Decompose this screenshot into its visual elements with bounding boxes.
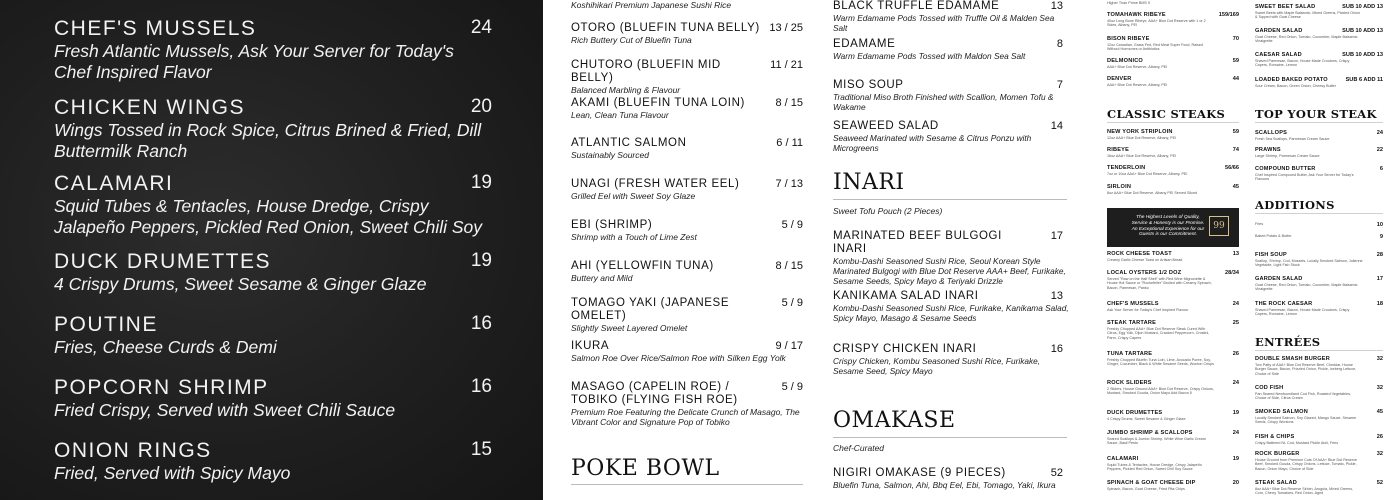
menu-item-price: 7 / 13 (775, 178, 803, 190)
menu-item-description: Fried Crispy, Served with Sweet Chili Sauce (54, 400, 396, 420)
menu-item (1107, 129, 1239, 140)
menu-item-description: Large Shrimp, Parmesan Cream Sauce (1255, 153, 1320, 158)
menu-item (54, 376, 494, 421)
menu-item (571, 219, 809, 242)
menu-item-description: Fried, Served with Spicy Mayo (54, 463, 291, 483)
menu-item-name: AHI (YELLOWFIN TUNA) (571, 260, 714, 272)
menu-item-name: BLACK TRUFFLE EDAMAME (833, 0, 1000, 12)
menu-item-price: 52 (1050, 467, 1063, 479)
menu-item-description: Freshly Chopped AAA+ Blue Dot Reserve Steak Cured With Citrus, Egg Yolk, Dijon Mustard, Cracked Peppercorn, Crostini, Parm, Crispy Capers (1107, 326, 1210, 340)
menu-item (1255, 130, 1383, 141)
menu-item-price: 6 (1379, 166, 1383, 172)
menu-item-price: 159/169 (1218, 12, 1239, 18)
menu-item-description: Shaved Parmesan, Bacon, House Made Croutons, Crispy Capers, Romaine, Lemon (1255, 58, 1350, 68)
menu-item (833, 79, 1069, 112)
menu-item (1107, 380, 1239, 396)
menu-item (571, 260, 809, 283)
menu-item (571, 137, 809, 160)
menu-item (1255, 234, 1383, 239)
menu-item-name: COMPOUND BUTTER (1255, 166, 1316, 172)
menu-item-description: Sustainably Sourced (571, 150, 649, 160)
menu-item-price: 45 (1376, 409, 1383, 415)
menu-item-price: 16 (470, 376, 492, 397)
menu-item-price: 20 (470, 96, 492, 117)
classic-steaks-heading: CLASSIC STEAKS (1107, 107, 1226, 121)
menu-item-price: 24 (1232, 301, 1239, 307)
menu-item (1255, 77, 1383, 88)
menu-item-description: Slightly Sweet Layered Omelet (571, 323, 688, 333)
menu-item-price: 59 (1232, 58, 1239, 64)
menu-item (571, 381, 809, 427)
menu-item-price: 19 (1232, 410, 1239, 416)
menu-item (571, 59, 809, 95)
menu-item-description: Served "Raw on the Half Shell" with Red Wine Mignonette & House Hot Sauce or "Rockefeller" Broiled with Creamy Spinach, Bacon, Parmesan, Panko (1107, 276, 1212, 290)
menu-item-name: UNAGI (FRESH WATER EEL) (571, 178, 740, 190)
menu-item-price: 13 (1232, 251, 1239, 257)
menu-item-name: MARINATED BEEF BULGOGI INARI (833, 230, 1002, 255)
menu-item-name: KANIKAMA SALAD INARI (833, 290, 979, 302)
steakhouse-menu-panel (1073, 0, 1400, 500)
menu-item-name: ROCK CHEESE TOAST (1107, 251, 1172, 257)
menu-item-name: TOMAHAWK RIBEYE (1107, 12, 1166, 18)
menu-item-name: FISH SOUP (1255, 252, 1287, 258)
menu-item (1255, 276, 1383, 292)
menu-item-description: Sweet Beets with Maple Balsamic, Mixed Greens, Pickled Onion & Topped with Goat Cheese (1255, 10, 1361, 20)
menu-item-name: POPCORN SHRIMP (54, 376, 269, 399)
menu-item-price: 32 (1376, 385, 1383, 391)
rice-note: Koshihikari Premium Japanese Sushi Rice (571, 0, 732, 10)
section-divider (833, 199, 1067, 200)
menu-item (1255, 252, 1383, 268)
menu-item (1255, 28, 1383, 44)
menu-item (1107, 58, 1239, 69)
menu-item (1107, 320, 1239, 340)
menu-item-price: 74 (1232, 147, 1239, 153)
menu-item-description: Scallop, Shrimp, Cod, Mussels, Locally Smoked Salmon, Julienne Vegetable, Light Fish Stock (1255, 258, 1363, 268)
menu-item-description: 8oz AAA+ Blue Dot Reserve, Albany PEI Served Sliced (1107, 190, 1198, 195)
menu-item-description: Warm Edamame Pods Tossed with Maldon Sea Salt (833, 51, 1026, 61)
menu-item-price: 17 (1376, 276, 1383, 282)
menu-item-name: EBI (SHRIMP) (571, 219, 653, 231)
menu-item-name: LOCAL OYSTERS 1/2 DOZ (1107, 270, 1182, 276)
menu-item-description: Grilled Eel with Sweet Soy Glaze (571, 191, 696, 201)
menu-item-description: Lean, Clean Tuna Flavour (571, 110, 669, 120)
menu-item-description: Two Patty of AAA+ Blue Dot Reserve Beef, Cheddar, House Burger Sauce, Bacon, Frizzled Onion, Pickle, Iceberg Lettuce, Choice of Side (1255, 362, 1357, 376)
menu-item-description: Ask Your Server for Today's Chef Inspired Flavour (1107, 307, 1189, 312)
menu-item (1255, 4, 1383, 20)
menu-item-price: 44 (1232, 76, 1239, 82)
menu-item (1107, 251, 1239, 262)
menu-item-description: Traditional Miso Broth Finished with Scallion, Momen Tofu & Wakame (833, 92, 1054, 112)
menu-item-description: Goat Cheese, Red Onion, Tomato, Cucumber, Maple Balsamic Vinaigrette (1255, 34, 1358, 44)
menu-item-price: 8 (1056, 38, 1063, 50)
menu-item-name: DUCK DRUMETTES (1107, 410, 1163, 416)
menu-item-name: SPINACH & GOAT CHEESE DIP (1107, 480, 1196, 486)
section-divider (1107, 122, 1239, 123)
menu-item (1107, 147, 1239, 158)
menu-item-name: ATLANTIC SALMON (571, 137, 687, 149)
menu-item (833, 290, 1069, 323)
menu-item-name: STEAK TARTARE (1107, 320, 1157, 326)
menu-item-price: 28/34 (1225, 270, 1239, 276)
menu-item-price: 24 (1376, 130, 1383, 136)
menu-item-description: Creamy Garlic Cheese Toast on Artisan Bread (1107, 257, 1183, 262)
menu-item-description: Fresh Sea Scallops, Parmesan Cream Sauce (1255, 136, 1330, 141)
menu-item-name: CHEF'S MUSSELS (1107, 301, 1159, 307)
menu-item (1255, 52, 1383, 68)
menu-item-description: 4 Crispy Drums, Sweet Sesame & Ginger Glaze (54, 274, 427, 294)
menu-item-price: 7 (1056, 79, 1063, 91)
section-divider (1255, 213, 1383, 214)
menu-item (1107, 36, 1239, 52)
menu-item (833, 467, 1069, 490)
menu-item (1255, 434, 1383, 445)
menu-item-description: Goat Cheese, Red Onion, Tomato, Cucumber, Maple Balsamic Vinaigrette (1255, 282, 1358, 292)
menu-item (1107, 430, 1239, 446)
menu-item-description: Spinach, Bacon, Goat Cheese, Fried Pita Chips (1107, 486, 1185, 491)
menu-item-name: MISO SOUP (833, 79, 904, 91)
menu-item-description: Wings Tossed in Rock Spice, Citrus Brined & Fried, Dill Buttermilk Ranch (54, 120, 482, 161)
menu-item (1107, 184, 1239, 195)
menu-item-description: 40oz Long Bone Ribeye, AAA+ Blue Dot Reserve with 1 or 2 Sides, Albany, PEI (1107, 18, 1206, 28)
menu-item-price: 70 (1232, 36, 1239, 42)
menu-item-price: 19 (470, 172, 492, 193)
steakhouse-left-column (1107, 0, 1239, 500)
menu-item-name: IKURA (571, 340, 610, 352)
menu-item-price: 20 (1232, 480, 1239, 486)
menu-item (1107, 410, 1239, 421)
menu-item-name: MASAGO (CAPELIN ROE) / TOBIKO (FLYING FISH ROE) (571, 381, 738, 406)
menu-item-description: House Ground from Premium Cuts Of AAA+ Blue Dot Reserve Beef, Smoked Gouda, Crispy Onions, Lettuce, Tomato, Pickle, Bacon, Onion Mayo, Choice of Side (1255, 457, 1357, 471)
promise-text: The Highest Levels of Quality, Service & Honesty is our Promise. An Exceptional Experience for our Guests is our Commitment. (1131, 215, 1205, 238)
menu-item-name: NEW YORK STRIPLOIN (1107, 129, 1173, 135)
section-divider (833, 437, 1067, 438)
menu-item-price: 5 / 9 (781, 381, 803, 393)
menu-item-description: Shrimp with a Touch of Lime Zest (571, 232, 697, 242)
menu-item-description: Chef Inspired Compound Butter, Ask Your Server for Today's Flavours (1255, 172, 1354, 182)
menu-item (1107, 480, 1239, 491)
menu-item (833, 120, 1069, 153)
menu-item-description: 12oz Canadian, Grass Fed, Red Meat Super Food, Raised Without Hormones or Antibiotics (1107, 42, 1203, 52)
menu-item-description: Crispy Battered NL Cod, Mustard Pickle Aioli, Fries (1255, 440, 1339, 445)
menu-item (1255, 222, 1383, 227)
menu-item-price: 9 / 17 (775, 340, 803, 352)
menu-item (54, 17, 494, 83)
menu-item-price: 8 / 15 (775, 97, 803, 109)
poke-bowl-heading: POKE BOWL (571, 456, 720, 481)
menu-item-price: 32 (1376, 356, 1383, 362)
menu-item-name: LOADED BAKED POTATO (1255, 77, 1328, 83)
menu-item-price: 59 (1232, 129, 1239, 135)
menu-item (1255, 166, 1383, 182)
menu-item-name: SMOKED SALMON (1255, 409, 1308, 415)
menu-item-name: ONION RINGS (54, 439, 212, 462)
menu-item-price: SUB 10 ADD 13 (1342, 28, 1383, 34)
menu-item-description: Premium Roe Featuring the Delicate Crunch of Masago, The Vibrant Color and Signature Pop of Tobiko (571, 407, 800, 427)
entrees-heading: ENTRÉES (1255, 335, 1321, 349)
menu-item-description: Fresh Atlantic Mussels, Ask Your Server for Today's Chef Inspired Flavor (54, 41, 454, 82)
menu-item-price: 19 (1232, 456, 1239, 462)
menu-item-description: Rich Buttery Cut of Bluefin Tuna (571, 35, 692, 45)
menu-item-description: Fries, Cheese Curds & Demi (54, 337, 277, 357)
menu-item-description: Kombu-Dashi Seasoned Sushi Rice, Furikake, Kanikama Salad, Spicy Mayo, Masago & Sesame Seeds (833, 303, 1069, 323)
menu-item-price: SUB 10 ADD 13 (1342, 4, 1383, 10)
menu-item-description: Seaweed Marinated with Sesame & Citrus Ponzu with Microgreens (833, 133, 1032, 153)
menu-item (54, 172, 494, 238)
promise-banner (1107, 208, 1239, 247)
menu-item-name: DELMONICO (1107, 58, 1143, 64)
menu-item (1255, 301, 1383, 317)
menu-item-name: BISON RIBEYE (1107, 36, 1150, 42)
steakhouse-right-column (1255, 0, 1383, 500)
menu-item-price: 5 / 9 (781, 219, 803, 231)
menu-item (1107, 270, 1239, 290)
menu-item-description: Salmon Roe Over Rice/Salmon Roe with Silken Egg Yolk (571, 353, 786, 363)
menu-item (1255, 409, 1383, 425)
menu-item (54, 250, 494, 295)
menu-item-name: DOUBLE SMASH BURGER (1255, 356, 1330, 362)
menu-item-name: FISH & CHIPS (1255, 434, 1295, 440)
menu-item-name: DENVER (1107, 76, 1132, 82)
menu-item-price: 16 (1050, 343, 1063, 355)
menu-item-description: Kombu-Dashi Seasoned Sushi Rice, Seoul Korean Style Marinated Bulgogi with Blue Dot Reserve AAA+ Beef, Furikake, Sesame Seeds, Spicy Mayo & Teriyaki Drizzle (833, 256, 1066, 286)
menu-item-description: Crispy Chicken, Kombu Seasoned Sushi Rice, Furikake, Sesame Seed, Spicy Mayo (833, 356, 1041, 376)
menu-item (54, 439, 494, 484)
omakase-subtitle: Chef-Curated (833, 443, 885, 453)
menu-item-description: Buttery and Mild (571, 273, 633, 283)
menu-item-description: Squid Tubes & Tentacles, House Dredge, Crispy Jalapeño Peppers, Pickled Red Onion, Sweet Chili Soy (54, 196, 483, 237)
menu-item-name: CHEF'S MUSSELS (54, 17, 257, 40)
section-divider (571, 484, 803, 485)
menu-item-price: 24 (470, 17, 492, 38)
menu-item-name: CRISPY CHICKEN INARI (833, 343, 977, 355)
menu-item (571, 178, 809, 201)
menu-item-description: 7oz or 10oz AAA+ Blue Dot Reserve, Albany, PEI (1107, 171, 1188, 176)
menu-item-price: 14 (1050, 120, 1063, 132)
menu-item (1255, 480, 1383, 496)
menu-item-name: EDAMAME (833, 38, 896, 50)
menu-item-price: 18 (1376, 301, 1383, 307)
sushi-menu-panel (543, 0, 815, 500)
menu-item (1255, 451, 1383, 471)
menu-item-description: Pan Seared Newfoundland Cod Fish, Roasted Vegetables, Choice of Side, Citrus Cream (1255, 391, 1351, 401)
menu-item-description: 4 Crispy Drums, Sweet Sesame & Ginger Glaze (1107, 416, 1186, 421)
menu-item-name: COD FISH (1255, 385, 1284, 391)
menu-item-name: TUNA TARTARE (1107, 351, 1153, 357)
menu-item-price: 5 / 9 (781, 297, 803, 309)
menu-item-price: 26 (1232, 351, 1239, 357)
menu-item-price: 13 (1050, 0, 1063, 12)
menu-item-name: CALAMARI (1107, 456, 1139, 462)
menu-item-description: Shaved Parmesan, Bacon, House Made Croutons, Crispy Capers, Romaine, Lemon (1255, 307, 1350, 317)
menu-item-name: CALAMARI (54, 172, 174, 195)
menu-item-description: Warm Edamame Pods Tossed with Truffle Oil & Malden Sea Salt (833, 13, 1055, 33)
menu-item-description: Squid Tubes & Tentacles, House Dredge, Crispy Jalapeño Peppers, Pickled Red Onion, Sweet Chili Soy Sauce (1107, 462, 1202, 472)
menu-item-name: DUCK DRUMETTES (54, 250, 272, 273)
menu-item-price: 13 / 25 (769, 22, 803, 34)
top-your-steak-heading: TOP YOUR STEAK (1255, 107, 1377, 121)
menu-item (571, 22, 809, 45)
menu-item-description: Sour Cream, Bacon, Green Onion, Cheesy Butter (1255, 83, 1336, 88)
menu-item-description: 2 Sliders, House Ground AAA+ Blue Dot Reserve, Crispy Onions, Mustard, Smoked Gouda, Onion Mayo Add Bacon 5 (1107, 386, 1214, 396)
menu-item (571, 340, 809, 363)
menu-item-price: 26 (1376, 434, 1383, 440)
menu-item-price: 24 (1232, 380, 1239, 386)
menu-item-description: AAA+ Blue Dot Reserve, Albany, PEI (1107, 64, 1168, 69)
menu-item-description: Fries (1255, 222, 1264, 226)
menu-item (1255, 385, 1383, 401)
menu-item-price: 45 (1232, 184, 1239, 190)
menu-item-description: Baked Potato & Butter (1255, 234, 1292, 238)
menu-item-name: SWEET BEET SALAD (1255, 4, 1316, 10)
menu-item (1107, 1, 1239, 6)
menu-item-description: 8oz AAA+ Blue Dot Reserve Sirloin, Arugula, Mixed Greens, Corn, Cherry Tomatoes, Red Onion, Aged (1255, 486, 1354, 496)
menu-item-description: Locally Smoked Salmon, Soy Glazed, Mango Sauce, Sesame Seeds, Crispy Wontons (1255, 415, 1357, 425)
menu-item-name: RIBEYE (1107, 147, 1130, 153)
menu-item-price: 25 (1232, 320, 1239, 326)
omakase-heading: OMAKASE (833, 408, 956, 433)
menu-item (571, 297, 809, 333)
menu-item-name: TOMAGO YAKI (JAPANESE OMELET) (571, 297, 730, 322)
menu-item-price: 19 (470, 250, 492, 271)
menu-item (1107, 76, 1239, 87)
menu-item (1107, 301, 1239, 312)
menu-item (833, 38, 1069, 61)
menu-item-description: 16oz AAA+ Blue Dot Reserve, Albany, PEI (1107, 153, 1177, 158)
menu-item-price: 10 (1376, 222, 1383, 228)
menu-item-name: NIGIRI OMAKASE (9 PIECES) (833, 467, 1006, 479)
menu-item-name: OTORO (BLUEFIN TUNA BELLY) (571, 22, 760, 34)
inari-subtitle: Sweet Tofu Pouch (2 Pieces) (833, 206, 943, 216)
menu-item-name: POUTINE (54, 313, 158, 336)
menu-item-name: THE ROCK CAESAR (1255, 301, 1313, 307)
menu-item (1255, 147, 1383, 158)
menu-item-name: SIRLOIN (1107, 184, 1132, 190)
menu-item-description: AAA+ Blue Dot Reserve, Albany, PEI (1107, 82, 1168, 87)
menu-item-name: CHICKEN WINGS (54, 96, 246, 119)
menu-item-description: Seared Scallops & Jumbo Shrimp, White Wine Garlic Cream Sauce, Basil Pesto (1107, 436, 1206, 446)
menu-item-name: CAESAR SALAD (1255, 52, 1302, 58)
menu-item-name: GARDEN SALAD (1255, 28, 1303, 34)
menu-item-name: ROCK BURGER (1255, 451, 1300, 457)
menu-item-price: 22 (1376, 147, 1383, 153)
menu-item-description: Higher Than Prime BMS 9 (1107, 1, 1150, 5)
menu-item-price: 11 / 21 (770, 59, 803, 71)
menu-item-price: 15 (470, 439, 492, 460)
menu-item-name: JUMBO SHRIMP & SCALLOPS (1107, 430, 1193, 436)
menu-item-name: STEAK SALAD (1255, 480, 1297, 486)
menu-item (1107, 351, 1239, 367)
menu-item-name: TENDERLOIN (1107, 165, 1146, 171)
menu-item (54, 313, 494, 358)
additions-heading: ADDITIONS (1255, 198, 1335, 212)
menu-item-price: 52 (1376, 480, 1383, 486)
section-divider (1255, 122, 1383, 123)
menu-item-description: 12oz AAA+ Blue Dot Reserve, Albany, PEI (1107, 135, 1177, 140)
menu-item-price: 28 (1376, 252, 1383, 258)
chalkboard-menu-panel (0, 0, 543, 500)
menu-item (833, 230, 1069, 286)
menu-item-price: 6 / 11 (776, 137, 803, 149)
menu-item-price: 9 (1379, 234, 1383, 240)
menu-item-name: SCALLOPS (1255, 130, 1288, 136)
menu-item-name: AKAMI (BLUEFIN TUNA LOIN) (571, 97, 745, 109)
menu-item-description: Bluefin Tuna, Salmon, Ahi, Bbq Eel, Ebi, Tomago, Yaki, Ikura (833, 480, 1056, 490)
small-plates-menu-panel (815, 0, 1073, 500)
menu-item-price: 24 (1232, 430, 1239, 436)
menu-item (1255, 356, 1383, 376)
menu-item-price: 8 / 15 (775, 260, 803, 272)
menu-item-price: 32 (1376, 451, 1383, 457)
menu-item-name: CHUTORO (BLUEFIN MID BELLY) (571, 59, 721, 84)
menu-item (571, 97, 809, 120)
inari-heading: INARI (833, 170, 905, 195)
menu-item-name: SEAWEED SALAD (833, 120, 939, 132)
menu-item-name: GARDEN SALAD (1255, 276, 1303, 282)
menu-item-description: Balanced Marbling & Flavour (571, 85, 681, 95)
menu-item-price: SUB 6 ADD 11 (1345, 77, 1383, 83)
menu-item-description: Freshly Chopped Bluefin Tuna Loin, Lime, Avocado Puree, Soy, Ginger, Cucumber, Black & White Sesame Seeds, Wonton Crisps (1107, 357, 1214, 367)
menu-item (1107, 456, 1239, 472)
menu-item-price: 17 (1050, 230, 1063, 242)
menu-item (1107, 12, 1239, 28)
menu-item (833, 343, 1069, 376)
menu-item (54, 96, 494, 162)
menu-item-name: ROCK SLIDERS (1107, 380, 1152, 386)
menu-item-price: 56/66 (1225, 165, 1239, 171)
section-divider (1255, 350, 1383, 351)
menu-item-price: 13 (1050, 290, 1063, 302)
menu-item (1107, 165, 1239, 176)
menu-item (833, 0, 1069, 33)
menu-item-name: PRAWNS (1255, 147, 1281, 153)
menu-item-price: SUB 10 ADD 13 (1342, 52, 1383, 58)
menu-item-price: 16 (470, 313, 492, 334)
brand-mark: 99 (1209, 216, 1229, 236)
